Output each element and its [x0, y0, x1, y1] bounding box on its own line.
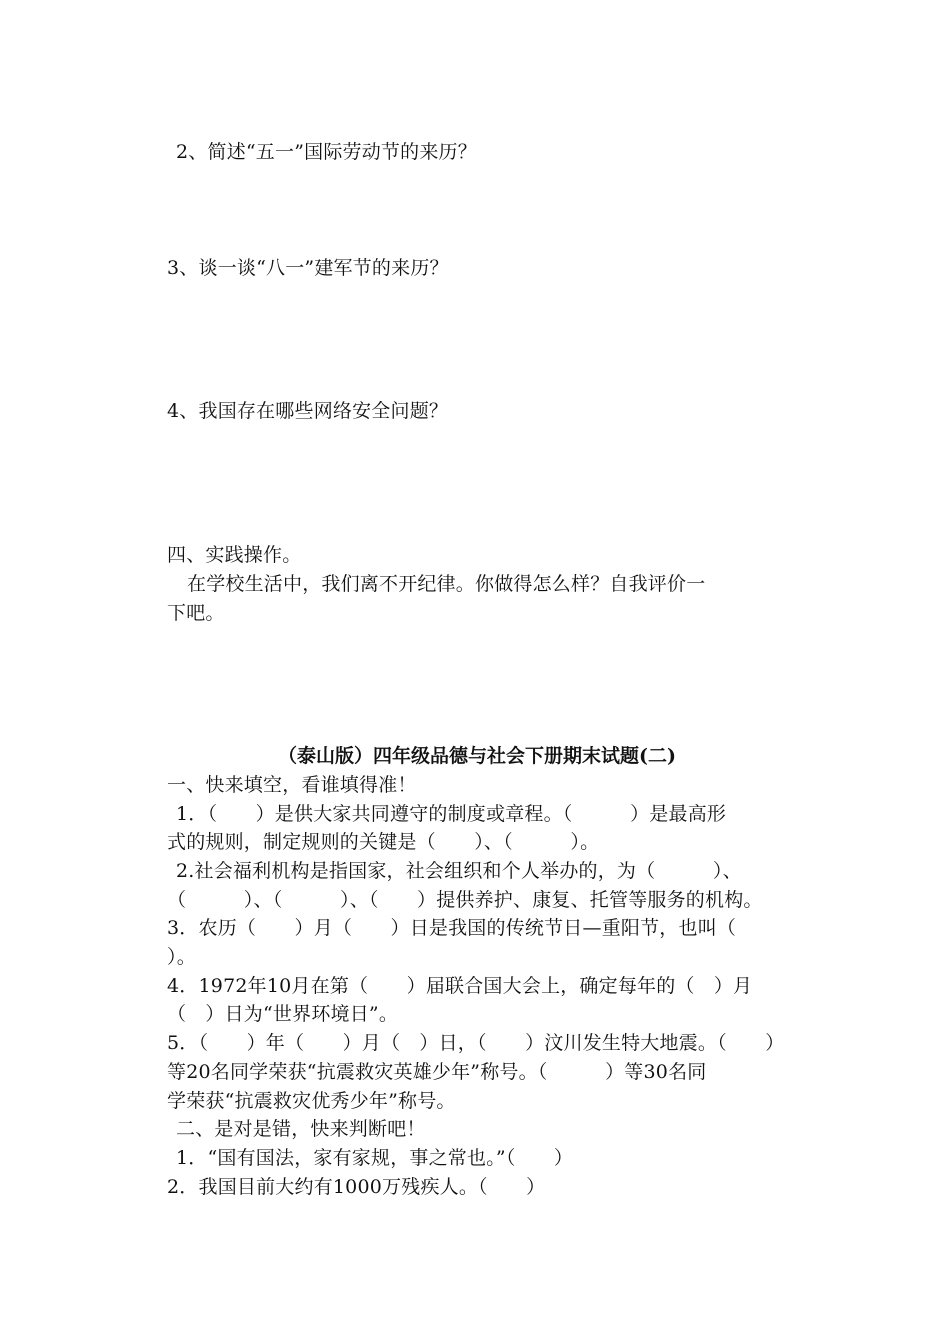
fill-line: ）。: [167, 946, 196, 968]
exam-title: （泰山版）四年级品德与社会下册期末试题(二): [278, 745, 676, 767]
fill-line: （ ）日为“世界环境日”。: [167, 1003, 399, 1025]
fill-line: 3．农历（ ）月（ ）日是我国的传统节日—重阳节，也叫（: [167, 917, 737, 939]
practice-heading: 四、实践操作。: [167, 544, 302, 566]
fill-line: （ ）、（ ）、（ ）提供养护、康复、托管等服务的机构。: [167, 889, 763, 911]
fill-line: 2.社会福利机构是指国家，社会组织和个人举办的，为（ ）、: [176, 860, 742, 882]
fill-line: 学荣获“抗震救灾优秀少年”称号。: [167, 1090, 456, 1112]
question-2: 2、简述“五一”国际劳动节的来历？: [176, 141, 477, 163]
judge-line: 2．我国目前大约有1000万残疾人。（ ）: [167, 1176, 546, 1198]
question-4: 4、我国存在哪些网络安全问题？: [167, 400, 449, 422]
fill-line: 4．1972年10月在第（ ）届联合国大会上，确定每年的（ ）月: [167, 975, 753, 997]
practice-text-line-2: 下吧。: [167, 602, 225, 624]
part2-heading: 二、是对是错，快来判断吧！: [176, 1118, 426, 1140]
practice-text-line-1: 在学校生活中，我们离不开纪律。你做得怎么样？自我评价一: [187, 573, 706, 595]
judge-line: 1．“国有国法，家有家规，事之常也。”（ ）: [176, 1147, 574, 1169]
fill-line: 式的规则，制定规则的关键是（ ）、（ ）。: [167, 831, 600, 853]
fill-line: 等20名同学荣获“抗震救灾英雄少年”称号。（ ）等30名同: [167, 1061, 707, 1083]
fill-line: 5．（ ）年（ ）月（ ）日，（ ）汶川发生特大地震。（ ）: [167, 1032, 785, 1054]
fill-line: 1．（ ）是供大家共同遵守的制度或章程。（ ）是最高形: [176, 803, 727, 825]
question-3: 3、谈一谈“八一”建军节的来历？: [167, 257, 449, 279]
part1-heading: 一、快来填空，看谁填得准！: [167, 774, 417, 796]
